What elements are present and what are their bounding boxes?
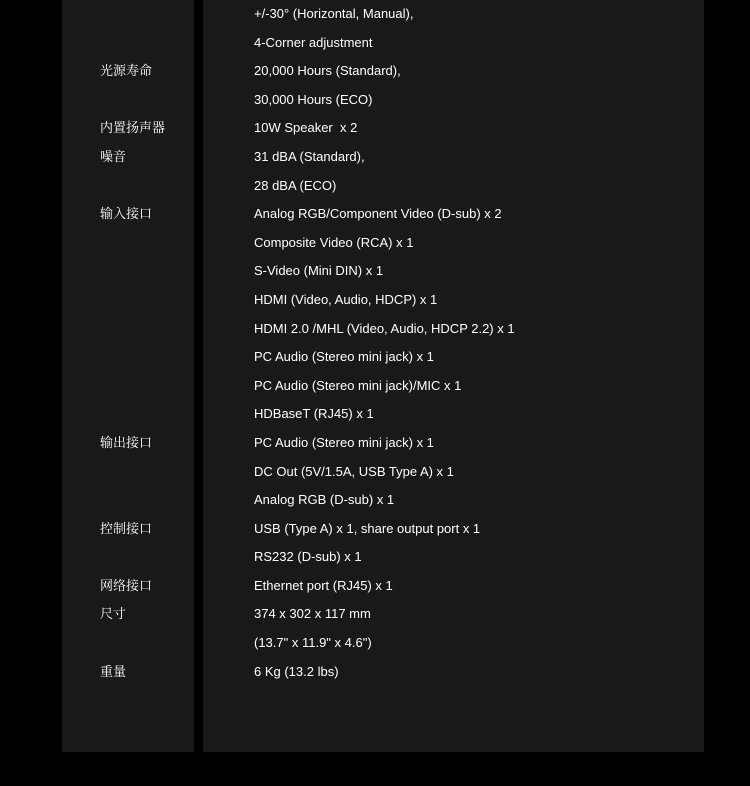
spec-row: [0, 629, 750, 658]
spec-row: [0, 515, 750, 544]
spec-value: RS232 (D-sub) x 1: [254, 549, 362, 565]
spec-row: [0, 372, 750, 401]
spec-value: Analog RGB (D-sub) x 1: [254, 492, 395, 508]
spec-value: 374 x 302 x 117 mm: [254, 606, 371, 622]
spec-row: [0, 57, 750, 86]
spec-value: (13.7" x 11.9" x 4.6"): [254, 635, 372, 651]
spec-value: Analog RGB/Component Video (D-sub) x 2: [254, 206, 502, 222]
spec-label: 光源寿命: [100, 63, 153, 79]
spec-value: 31 dBA (Standard),: [254, 148, 365, 164]
spec-value: 10W Speaker x 2: [254, 120, 358, 136]
spec-label: 输出接口: [100, 434, 153, 450]
spec-value: Composite Video (RCA) x 1: [254, 234, 414, 250]
spec-value: PC Audio (Stereo mini jack) x 1: [254, 434, 434, 450]
spec-value: PC Audio (Stereo mini jack) x 1: [254, 349, 434, 365]
spec-row: [0, 200, 750, 229]
spec-row: [0, 143, 750, 172]
spec-row: [0, 600, 750, 629]
spec-row: [0, 400, 750, 429]
spec-row: [0, 658, 750, 687]
spec-row: [0, 543, 750, 572]
spec-label: 重量: [100, 663, 127, 679]
spec-value: HDBaseT (RJ45) x 1: [254, 406, 374, 422]
spec-row: [0, 343, 750, 372]
spec-value: HDMI 2.0 /MHL (Video, Audio, HDCP 2.2) x 1: [254, 320, 515, 336]
spec-value: Ethernet port (RJ45) x 1: [254, 577, 393, 593]
spec-row: [0, 429, 750, 458]
spec-value: S-Video (Mini DIN) x 1: [254, 263, 384, 279]
spec-row: [0, 572, 750, 601]
spec-label: 网络接口: [100, 577, 153, 593]
spec-label: 输入接口: [100, 206, 153, 222]
spec-value: HDMI (Video, Audio, HDCP) x 1: [254, 291, 438, 307]
spec-row: [0, 0, 750, 29]
spec-value: 20,000 Hours (Standard),: [254, 63, 401, 79]
spec-row: [0, 114, 750, 143]
spec-row: [0, 286, 750, 315]
spec-row: [0, 257, 750, 286]
spec-value: 30,000 Hours (ECO): [254, 91, 373, 107]
spec-row: [0, 172, 750, 201]
spec-row: [0, 458, 750, 487]
spec-label: 噪音: [100, 148, 127, 164]
spec-value: +/-30° (Horizontal, Manual),: [254, 6, 414, 21]
spec-label: 尺寸: [100, 606, 127, 622]
spec-value: DC Out (5V/1.5A, USB Type A) x 1: [254, 463, 454, 479]
spec-row: [0, 29, 750, 58]
spec-value: 28 dBA (ECO): [254, 177, 337, 193]
spec-row: [0, 229, 750, 258]
spec-row: [0, 86, 750, 115]
spec-row: [0, 315, 750, 344]
spec-label: 内置扬声器: [100, 120, 166, 136]
spec-label: 控制接口: [100, 520, 153, 536]
spec-value: USB (Type A) x 1, share output port x 1: [254, 520, 481, 536]
spec-value: PC Audio (Stereo mini jack)/MIC x 1: [254, 377, 462, 393]
spec-row: [0, 486, 750, 515]
spec-value: 6 Kg (13.2 lbs): [254, 663, 339, 679]
spec-value: 4-Corner adjustment: [254, 34, 373, 50]
